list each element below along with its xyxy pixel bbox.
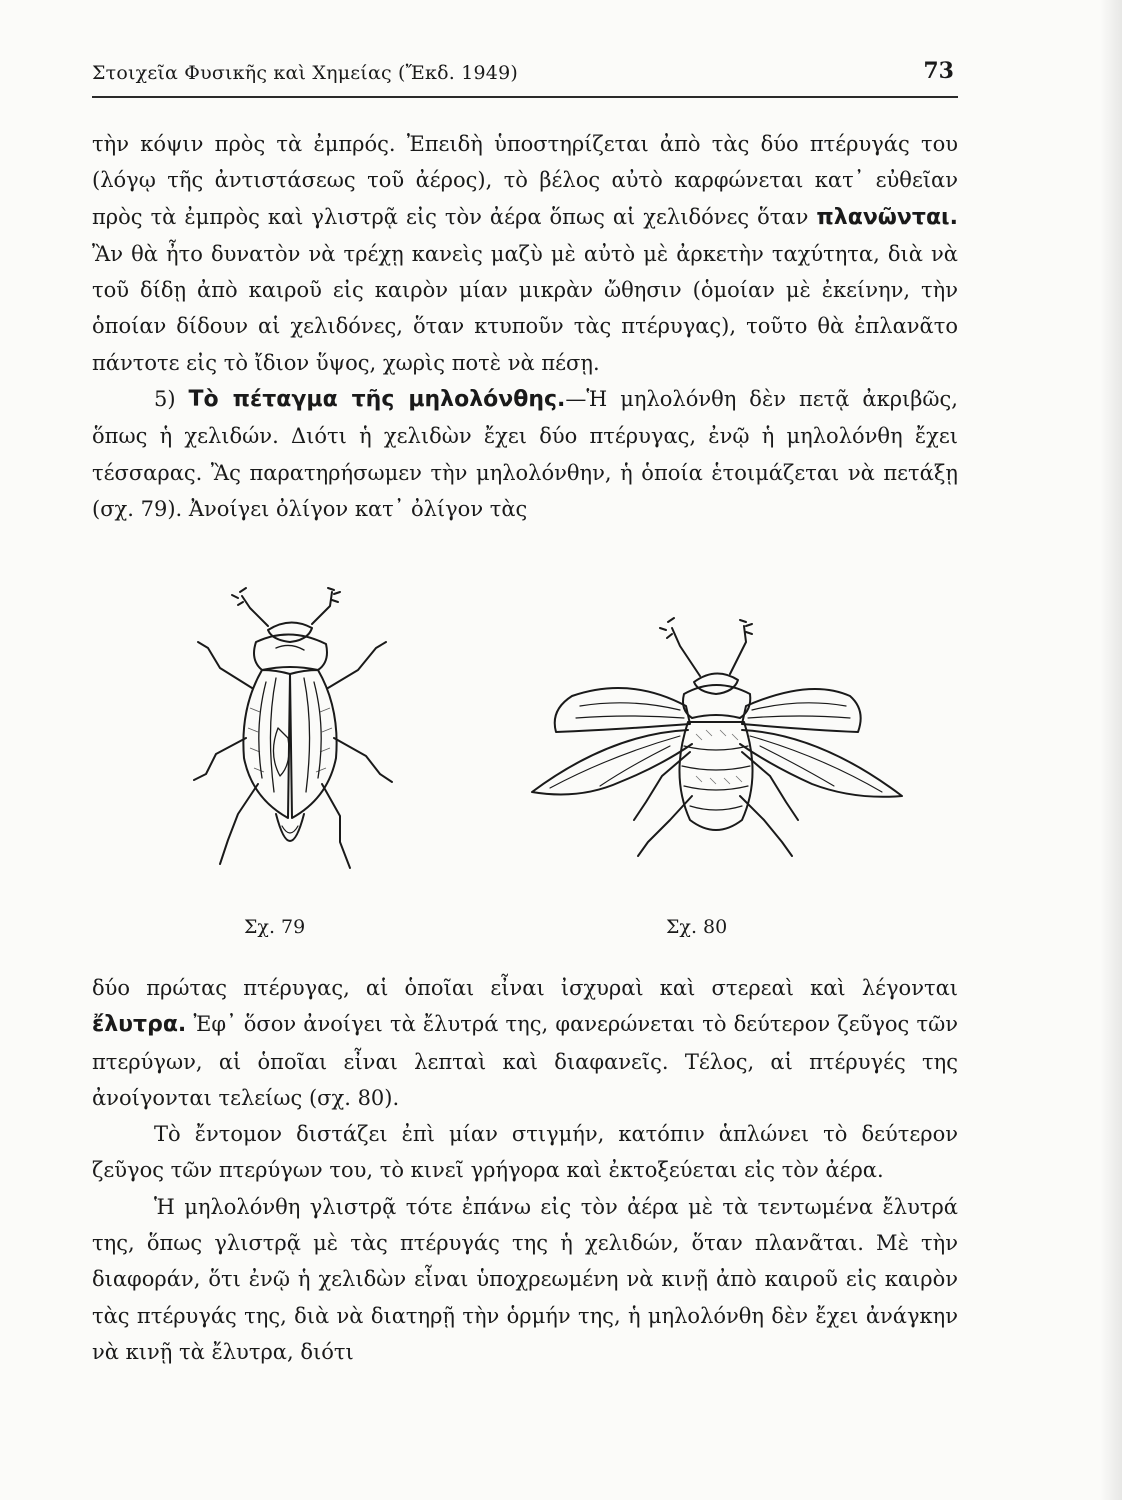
text-block-top <box>92 126 958 527</box>
figure-79-caption: Σχ. 79 <box>244 916 306 938</box>
figure-80-caption: Σχ. 80 <box>666 916 728 938</box>
section-number: 5) <box>154 387 176 412</box>
paragraph-text: Ἐφ᾿ ὅσον ἀνοίγει τὰ ἔλυτρά της, φανερώνεται τὸ δεύτερον ζεῦγος τῶν πτερύγων, αἱ ὁποῖαι εἶναι λεπταὶ καὶ διαφανεῖς. Τέλος, αἱ πτέρυγές της ἀνοίγονται τελείως (σχ. 80). <box>92 1012 958 1110</box>
section-heading: Τὸ πέταγμα τῆς μηλολόνθης. <box>188 387 566 413</box>
paragraph-beetle-flight-intro <box>92 381 958 527</box>
paragraph-arrow-flight <box>92 126 958 381</box>
running-title: Στοιχεῖα Φυσικῆς καὶ Χημείας (Ἔκδ. 1949) <box>92 62 518 84</box>
text-block-bottom <box>92 970 958 1370</box>
paragraph-text: δύο πρώτας πτέρυγας, αἱ ὁποῖαι εἶναι ἰσχυραὶ καὶ στερεαὶ καὶ λέγονται <box>92 976 958 1000</box>
paragraph-text: τὴν κόψιν πρὸς τὰ ἐμπρός. Ἐπειδὴ ὑποστηρίζεται ἀπὸ τὰς δύο πτέρυγάς του (λόγῳ τῆς ἀντιστάσεως τοῦ ἀέρος), τὸ βέλος αὐτὸ καρφώνεται κατ᾿ εὐθεῖαν πρὸς τὰ ἐμπρὸς καὶ γλιστρᾷ εἰς τὸν ἀέρα ὅπως αἱ χελιδόνες ὅταν <box>92 132 958 229</box>
running-head <box>92 58 958 98</box>
paragraph-elytra <box>92 970 958 1116</box>
figure-80 <box>520 606 910 866</box>
beetle-closed-wings-illustration <box>180 578 420 878</box>
paragraph-text: —Ἡ μηλολόνθη δὲν πετᾷ ἀκριβῶς, ὅπως ἡ χελιδών. Διότι ἡ χελιδὼν ἔχει δύο πτέρυγας, ἐνῷ ἡ μηλολόνθη ἔχει τέσσαρας. Ἂς παρατηρήσωμεν τὴν μηλολόνθην, ἡ ὁποία ἑτοιμάζεται νὰ πετάξῃ (σχ. 79). Ἀνοίγει ὀλίγον κατ᾿ ὀλίγον τὰς <box>92 387 958 521</box>
figure-79 <box>180 578 420 878</box>
bold-term-elytra: ἔλυτρα. <box>92 1012 187 1038</box>
page-edge-shadow <box>1100 0 1122 1500</box>
bold-term-planontai: πλανῶνται. <box>816 204 958 230</box>
page-number: 73 <box>923 58 954 84</box>
beetle-open-wings-illustration <box>520 606 910 866</box>
paragraph-takeoff: Τὸ ἔντομον διστάζει ἐπὶ μίαν στιγμήν, κατόπιν ἁπλώνει τὸ δεύτερον ζεῦγος τῶν πτερύγων του, τὸ κινεῖ γρήγορα καὶ ἐκτοξεύεται εἰς τὸν ἀέρα. <box>92 1122 958 1183</box>
paragraph-gliding: Ἡ μηλολόνθη γλιστρᾷ τότε ἐπάνω εἰς τὸν ἀέρα μὲ τὰ τεντωμένα ἔλυτρά της, ὅπως γλιστρᾷ μὲ τὰς πτέρυγάς της ἡ χελιδών, ὅταν πλανᾶται. Μὲ τὴν διαφοράν, ὅτι ἐνῷ ἡ χελιδὼν εἶναι ὑποχρεωμένη νὰ κινῇ ἀπὸ καιροῦ εἰς καιρὸν τὰς πτέρυγάς της, διὰ νὰ διατηρῇ τὴν ὁρμήν της, ἡ μηλολόνθη δὲν ἔχει ἀνάγκην νὰ κινῇ τὰ ἔλυτρα, διότι <box>92 1194 958 1364</box>
paragraph-text: Ἂν θὰ ἦτο δυνατὸν νὰ τρέχῃ κανεὶς μαζὺ μὲ αὐτὸ μὲ ἀρκετὴν ταχύτητα, διὰ νὰ τοῦ δίδῃ ἀπὸ καιροῦ εἰς καιρὸν μίαν μικρὰν ὤθησιν (ὁμοίαν μὲ ἐκείνην, τὴν ὁποίαν δίδουν αἱ χελιδόνες, ὅταν κτυποῦν τὰς πτέρυγας), τοῦτο θὰ ἐπλανᾶτο πάντοτε εἰς τὸ ἴδιον ὕψος, χωρὶς ποτὲ νὰ πέσῃ. <box>92 241 958 375</box>
